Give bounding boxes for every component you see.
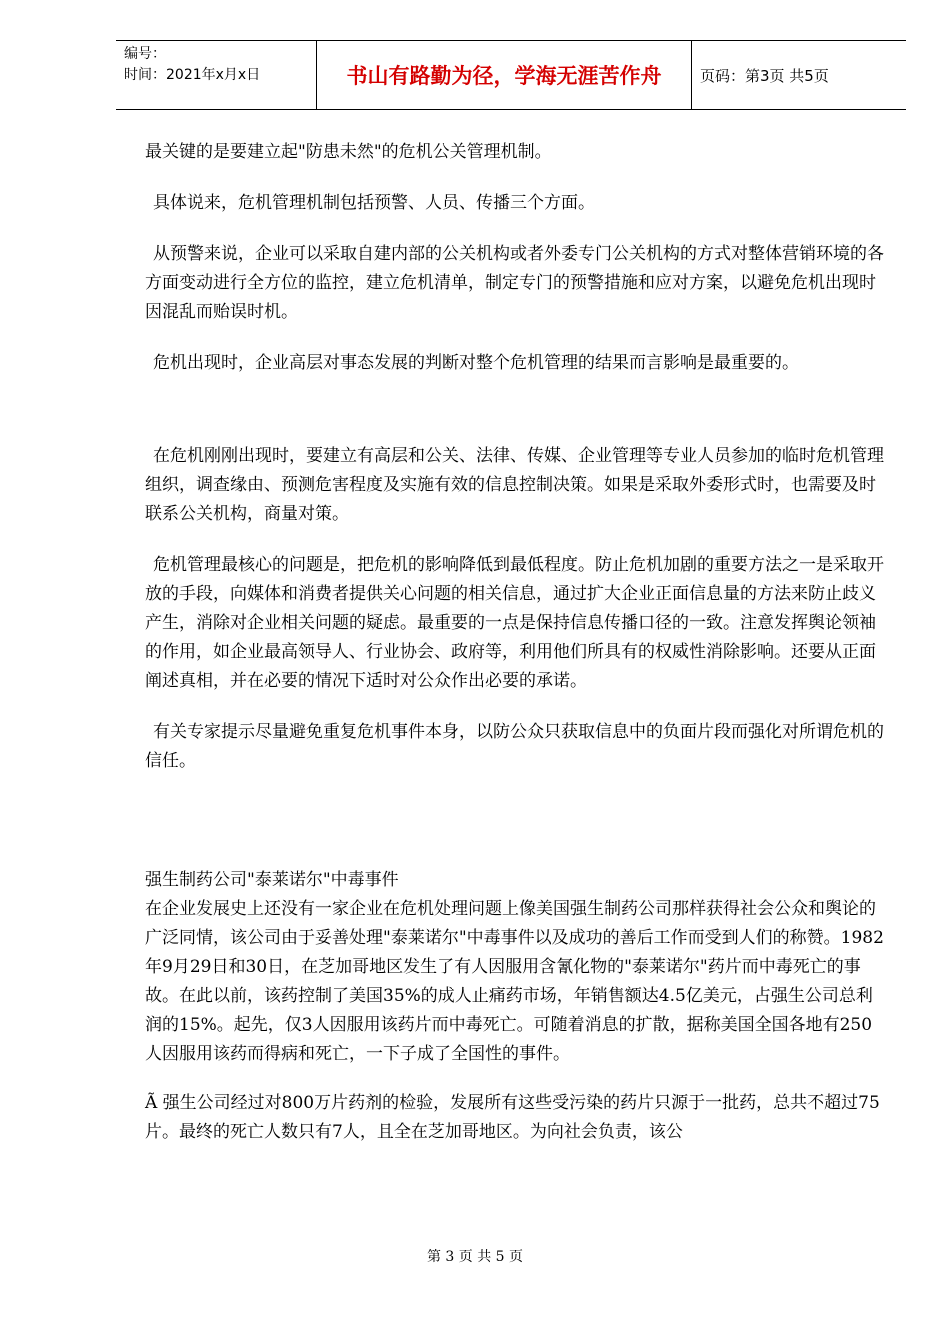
case-paragraph: 在企业发展史上还没有一家企业在危机处理问题上像美国强生制药公司那样获得社会公众和舆论的广泛同情，该公司由于妥善处理"泰莱诺尔"中毒事件以及成功的善后工作而受到人们的称赞。1982年9月29日和30日，在芝加哥地区发生了有人因服用含氰化物的"泰莱诺尔"药片而中毒死亡的事故。在此以前，该药控制了美国35%的成人止痛药市场，年销售额达4.5亿美元，占强生公司总利润的15%。起先，仅3人因服用该药片而中毒死亡。可随着消息的扩散，据称美国全国各地有250人因服用该药而得病和死亡，一下子成了全国性的事件。 [145, 899, 884, 1064]
body-paragraph: 危机管理最核心的问题是，把危机的影响降低到最低程度。防止危机加剧的重要方法之一是采取开放的手段，向媒体和消费者提供关心问题的相关信息，通过扩大企业正面信息量的方法来防止歧义产生，消除对企业相关问题的疑虑。最重要的一点是保持信息传播口径的一致。注意发挥舆论领袖的作用，如企业最高领导人、行业协会、政府等，利用他们所具有的权威性消除影响。还要从正面阐述真相，并在必要的情况下适时对公众作出必要的承诺。 [145, 555, 884, 691]
spacer [145, 798, 885, 866]
page-header [116, 40, 906, 110]
body-paragraph: 最关键的是要建立起"防患未然"的危机公关管理机制。 [145, 142, 552, 162]
document-time-label: 时间：2021年x月x日 [124, 67, 261, 83]
body-paragraph: 有关专家提示尽量避免重复危机事件本身，以防公众只获取信息中的负面片段而强化对所谓危机的信任。 [145, 722, 884, 771]
case-paragraph: Ã 强生公司经过对800万片药剂的检验，发展所有这些受污染的药片只源于一批药，总共不超过75片。最终的死亡人数只有7人，且全在芝加哥地区。为向社会负责，该公 [145, 1093, 880, 1142]
body-paragraph: 从预警来说，企业可以采取自建内部的公关机构或者外委专门公关机构的方式对整体营销环境的各方面变动进行全方位的监控，建立危机清单，制定专门的预警措施和应对方案，以避免危机出现时因混乱而贻误时机。 [145, 244, 884, 322]
spacer [145, 400, 885, 442]
body-paragraph: 在危机刚刚出现时，要建立有高层和公关、法律、传媒、企业管理等专业人员参加的临时危机管理组织，调查缘由、预测危害程度及实施有效的信息控制决策。如果是采取外委形式时，也需要及时联系公关机构，商量对策。 [145, 446, 884, 524]
footer-page-number: 第 3 页 共 5 页 [426, 1249, 524, 1265]
page-footer [0, 1246, 950, 1266]
header-motto: 书山有路勤为径，学海无涯苦作舟 [316, 41, 692, 109]
document-number-label: 编号： [124, 46, 166, 62]
case-title: 强生制药公司"泰莱诺尔"中毒事件 [145, 870, 399, 890]
document-body [145, 138, 885, 1167]
body-paragraph: 具体说来，危机管理机制包括预警、人员、传播三个方面。 [153, 193, 595, 213]
header-page-info: 页码：第3页 共5页 [700, 66, 829, 85]
body-paragraph: 危机出现时，企业高层对事态发展的判断对整个危机管理的结果而言影响是最重要的。 [153, 353, 799, 373]
header-meta [116, 41, 316, 109]
